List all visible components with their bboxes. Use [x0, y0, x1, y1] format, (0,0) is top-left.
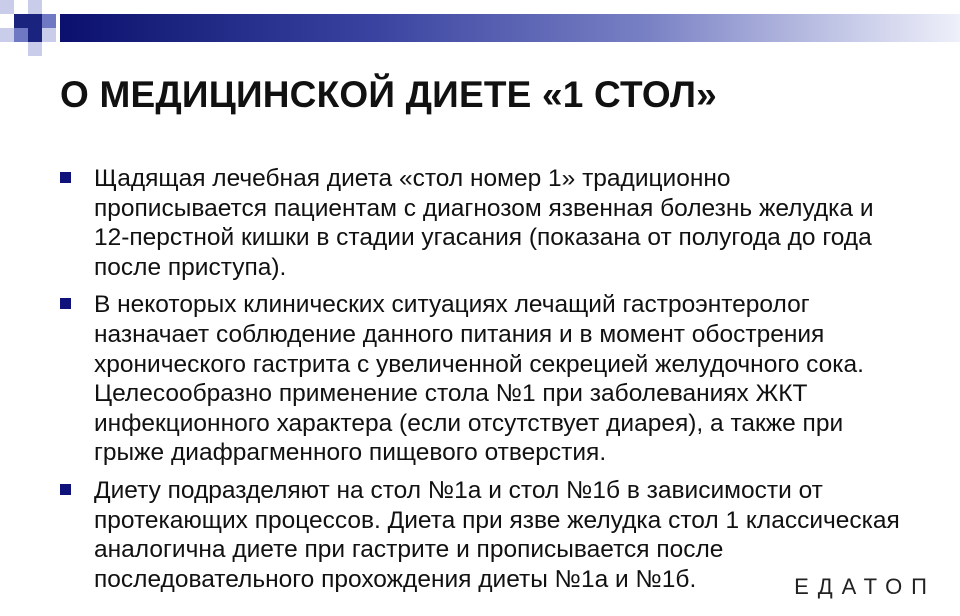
corner-square [28, 28, 42, 42]
watermark-logo: ЕДАТОП [794, 574, 936, 599]
corner-square [14, 14, 28, 28]
bullet-item [60, 290, 910, 468]
bullet-list [60, 164, 910, 602]
bullet-item [60, 476, 910, 594]
corner-square [42, 28, 56, 42]
square-bullet-icon [60, 298, 71, 309]
square-bullet-icon [60, 484, 71, 495]
corner-square [28, 0, 42, 14]
square-bullet-icon [60, 172, 71, 183]
corner-square [0, 28, 14, 42]
bullet-item [60, 164, 910, 282]
corner-square [28, 42, 42, 56]
bullet-text: Диету подразделяют на стол №1а и стол №1б в зависимости от протекающих процессов. Диета при язве желудка стол 1 классическая аналогична диете при гастрите и прописывается после последовательного прохождения диеты №1а и №1б. [94, 476, 900, 593]
corner-square [28, 14, 42, 28]
corner-square [14, 28, 28, 42]
bullet-text: Щадящая лечебная диета «стол номер 1» традиционно прописывается пациентам с диагнозом язвенная болезнь желудка и 12-перстной кишки в стадии угасания (показана от полугода до года после приступа). [94, 165, 874, 281]
bullet-text: В некоторых клинических ситуациях лечащий гастроэнтеролог назначает соблюдение данного питания и в момент обострения хронического гастрита с увеличенной секрецией желудочного сока. Целесообразно применение стола №1 при заболеваниях ЖКТ инфекционного характера (если отсутствует диарея), а также при грыже диафрагменного пищевого отверстия. [94, 291, 864, 467]
corner-square [42, 14, 56, 28]
slide-title: О МЕДИЦИНСКОЙ ДИЕТЕ «1 СТОЛ» [60, 74, 717, 115]
header-gradient-band [60, 14, 960, 42]
corner-square [0, 0, 14, 14]
